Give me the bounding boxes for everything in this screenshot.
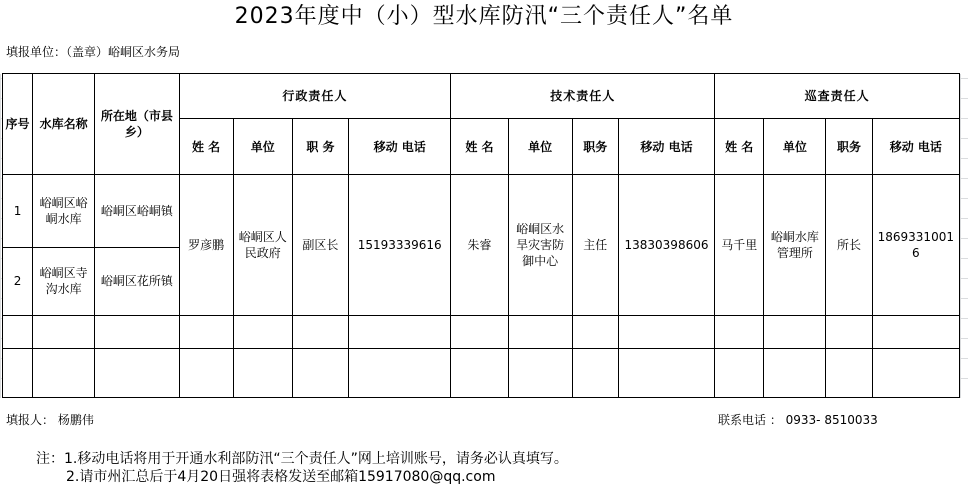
header-location: 所在地（市县乡） (95, 74, 179, 175)
footer (0, 398, 968, 438)
admin-position: 副区长 (292, 175, 348, 315)
empty-cell (826, 348, 872, 397)
empty-cell (872, 315, 959, 348)
empty-cell (179, 348, 233, 397)
empty-cell (233, 315, 292, 348)
empty-cell (508, 348, 572, 397)
responsibility-table (2, 73, 960, 398)
note-line-1: 注：1.移动电话将用于开通水利部防汛“三个责任人”网上培训账号，请务必认真填写。 (36, 451, 568, 467)
header-admin-name: 姓 名 (179, 119, 233, 175)
patrol-mobile: 18693310016 (872, 175, 959, 315)
reporter-label: 填报人： 杨鹏伟 (6, 413, 94, 427)
empty-cell (826, 315, 872, 348)
fill-unit-label: 填报单位：（盖章）峪峒区水务局 (0, 36, 968, 74)
admin-mobile: 15193339616 (349, 175, 451, 315)
empty-cell (95, 348, 179, 397)
tech-unit: 峪峒区水旱灾害防御中心 (508, 175, 572, 315)
tech-position: 主任 (572, 175, 618, 315)
empty-row (3, 348, 960, 397)
empty-cell (95, 315, 179, 348)
empty-cell (715, 348, 764, 397)
header-seq: 序号 (3, 74, 33, 175)
admin-unit: 峪峒区人民政府 (233, 175, 292, 315)
tech-mobile: 13830398606 (618, 175, 714, 315)
row-location: 峪峒区峪峒镇 (95, 175, 179, 247)
header-patrol-unit: 单位 (764, 119, 826, 175)
empty-row (3, 315, 960, 348)
header-patrol-mobile: 移动 电话 (872, 119, 959, 175)
table-row (3, 175, 960, 247)
header-admin-group: 行政责任人 (179, 74, 451, 119)
note-line-2: 2.请市州汇总后于4月20日强将表格发送至邮箱15917080@qq.com (66, 469, 496, 485)
row-seq: 2 (3, 247, 33, 315)
empty-cell (349, 348, 451, 397)
empty-cell (292, 348, 348, 397)
patrol-name: 马千里 (715, 175, 764, 315)
header-tech-position: 职务 (572, 119, 618, 175)
empty-cell (451, 315, 508, 348)
empty-cell (618, 348, 714, 397)
tech-name: 朱睿 (451, 175, 508, 315)
header-patrol-position: 职务 (826, 119, 872, 175)
empty-cell (292, 315, 348, 348)
contact-phone-label: 联系电话 ： 0933- 8510033 (718, 413, 878, 427)
empty-cell (764, 348, 826, 397)
empty-cell (179, 315, 233, 348)
header-tech-name: 姓 名 (451, 119, 508, 175)
header-patrol-name: 姓 名 (715, 119, 764, 175)
empty-cell (572, 348, 618, 397)
empty-cell (764, 315, 826, 348)
header-admin-position: 职 务 (292, 119, 348, 175)
admin-name: 罗彦鹏 (179, 175, 233, 315)
header-admin-mobile: 移动 电话 (349, 119, 451, 175)
header-tech-group: 技术责任人 (451, 74, 715, 119)
header-row-groups (3, 74, 960, 119)
empty-cell (233, 348, 292, 397)
empty-cell (3, 315, 33, 348)
row-reservoir: 峪峒区寺沟水库 (33, 247, 95, 315)
header-patrol-group: 巡查责任人 (715, 74, 960, 119)
header-tech-mobile: 移动 电话 (618, 119, 714, 175)
notes (0, 438, 968, 499)
empty-cell (618, 315, 714, 348)
empty-cell (33, 348, 95, 397)
empty-cell (33, 315, 95, 348)
empty-cell (349, 315, 451, 348)
header-reservoir: 水库名称 (33, 74, 95, 175)
row-location: 峪峒区花所镇 (95, 247, 179, 315)
empty-cell (451, 348, 508, 397)
empty-cell (715, 315, 764, 348)
empty-cell (3, 348, 33, 397)
header-tech-unit: 单位 (508, 119, 572, 175)
row-reservoir: 峪峒区峪峒水库 (33, 175, 95, 247)
patrol-unit: 峪峒水库管理所 (764, 175, 826, 315)
patrol-position: 所长 (826, 175, 872, 315)
empty-cell (872, 348, 959, 397)
empty-cell (572, 315, 618, 348)
header-admin-unit: 单位 (233, 119, 292, 175)
document-title: 2023年度中（小）型水库防汛“三个责任人”名单 (0, 0, 968, 37)
empty-cell (508, 315, 572, 348)
row-seq: 1 (3, 175, 33, 247)
